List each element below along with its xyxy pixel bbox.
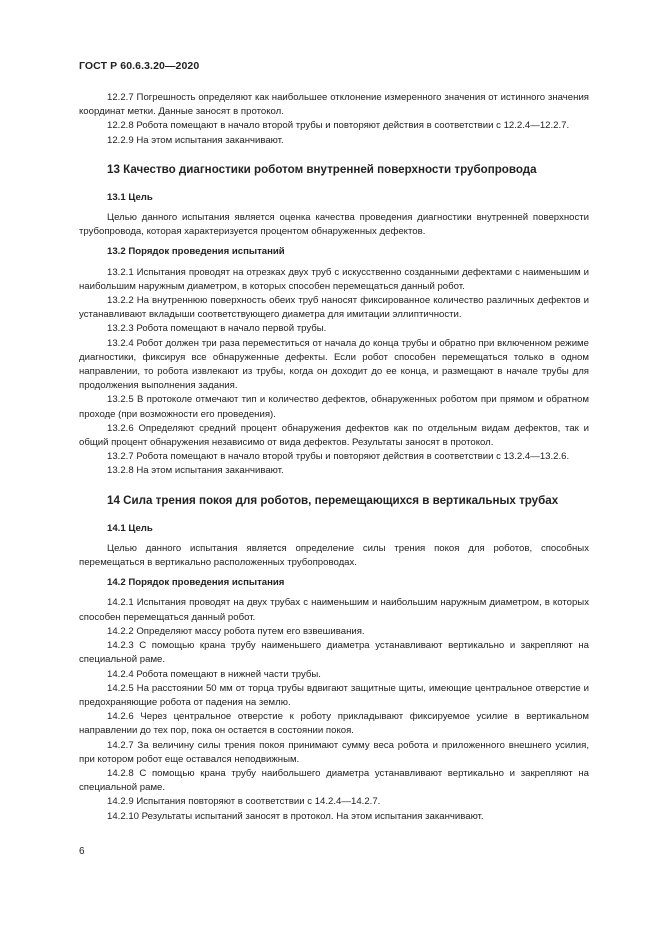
paragraph-13-2-6: 13.2.6 Определяют средний процент обнаружения дефектов как по отдельным видам дефектов, так и общий процент обнаружения независимо от вида дефектов. Результаты заносят в протокол. — [79, 422, 589, 449]
paragraph-14-2-7: 14.2.7 За величину силы трения покоя принимают сумму веса робота и приложенного внешнего усилия, при котором робот еще оставался неподвижным. — [79, 739, 589, 765]
paragraph-13-1: Целью данного испытания является оценка качества проведения диагностики внутренней поверхности трубопровода, которая характеризуется процентом обнаруженных дефектов. — [79, 212, 589, 238]
paragraph-14-2-8: 14.2.8 С помощью крана трубу наибольшего диаметра устанавливают вертикально и закрепляют на специальной раме. — [79, 767, 589, 794]
paragraph-13-2-2: 13.2.2 На внутреннюю поверхность обеих труб наносят фиксированное количество различных дефектов и устанавливают вкладыши соответствующего диаметра для имитации эллиптичности. — [79, 295, 589, 321]
page-number: 6 — [79, 846, 85, 857]
paragraph-13-2-3: 13.2.3 Робота помещают в начало первой трубы. — [107, 323, 327, 335]
subsection-14-1-heading: 14.1 Цель — [107, 522, 153, 534]
paragraph-12-2-9: 12.2.9 На этом испытания заканчивают. — [107, 134, 284, 146]
paragraph-14-2-9: 14.2.9 Испытания повторяют в соответствии с 14.2.4—14.2.7. — [107, 796, 381, 808]
paragraph-12-2-8: 12.2.8 Робота помещают в начало второй трубы и повторяют действия в соответствии с 12.2.4—12.2.7. — [107, 120, 570, 132]
paragraph-13-2-4: 13.2.4 Робот должен три раза переместиться от начала до конца трубы и обратно при включенном режиме диагностики, фиксируя все обнаруженные дефекты. Если робот способен перемещаться только в одном направлении, то робота извлекают из трубы, когда он доходит до ее конца, и размещают в начале трубы для продолжения выполнения задания. — [79, 337, 589, 392]
section-13-heading: 13 Качество диагностики роботом внутренней поверхности трубопровода — [107, 162, 537, 176]
subsection-14-2-heading: 14.2 Порядок проведения испытания — [107, 577, 285, 589]
section-14-heading: 14 Сила трения покоя для роботов, перемещающихся в вертикальных трубах — [107, 493, 559, 507]
paragraph-13-2-7: 13.2.7 Робота помещают в начало второй трубы и повторяют действия в соответствии с 13.2.4—13.2.6. — [107, 451, 570, 463]
paragraph-14-2-2: 14.2.2 Определяют массу робота путем его взвешивания. — [107, 625, 365, 637]
paragraph-14-2-5: 14.2.5 На расстоянии 50 мм от торца трубы вдвигают защитные щиты, имеющие центральное отверстие и предохраняющие робота от падения на землю. — [79, 682, 589, 708]
paragraph-13-2-8: 13.2.8 На этом испытания заканчивают. — [107, 465, 284, 477]
subsection-13-1-heading: 13.1 Цель — [107, 191, 153, 203]
document-body — [79, 91, 589, 824]
paragraph-14-2-10: 14.2.10 Результаты испытаний заносят в протокол. На этом испытания заканчивают. — [107, 810, 484, 822]
paragraph-12-2-7: 12.2.7 Погрешность определяют как наибольшее отклонение измеренного значения от истинного значения координат метки. Данные заносят в протокол. — [79, 92, 589, 118]
paragraph-14-2-4: 14.2.4 Робота помещают в нижней части трубы. — [107, 668, 321, 680]
paragraph-14-2-1: 14.2.1 Испытания проводят на двух трубах с наименьшим и наибольшим наружным диаметром, в которых способен перемещаться данный робот. — [79, 597, 589, 623]
subsection-13-2-heading: 13.2 Порядок проведения испытаний — [107, 246, 285, 258]
paragraph-14-2-3: 14.2.3 С помощью крана трубу наименьшего диаметра устанавливают вертикально и закрепляют на специальной раме. — [79, 640, 589, 666]
paragraph-14-2-6: 14.2.6 Через центральное отверстие к роботу прикладывают фиксируемое усилие в вертикальном направлении до тех пор, пока он остается в состоянии покоя. — [79, 711, 589, 737]
paragraph-14-1: Целью данного испытания является определение силы трения покоя для роботов, способных перемещаться в вертикально расположенных трубопроводах. — [79, 542, 589, 569]
standard-header: ГОСТ Р 60.6.3.20—2020 — [79, 60, 200, 72]
paragraph-13-2-1: 13.2.1 Испытания проводят на отрезках двух труб с искусственно созданными дефектами с наименьшим и наибольшим наружным диаметром, в которых способен перемещаться данный робот. — [79, 266, 589, 292]
paragraph-13-2-5: 13.2.5 В протоколе отмечают тип и количество дефектов, обнаруженных роботом при прямом и обратном проходе (при возможности его проведения). — [79, 394, 589, 420]
